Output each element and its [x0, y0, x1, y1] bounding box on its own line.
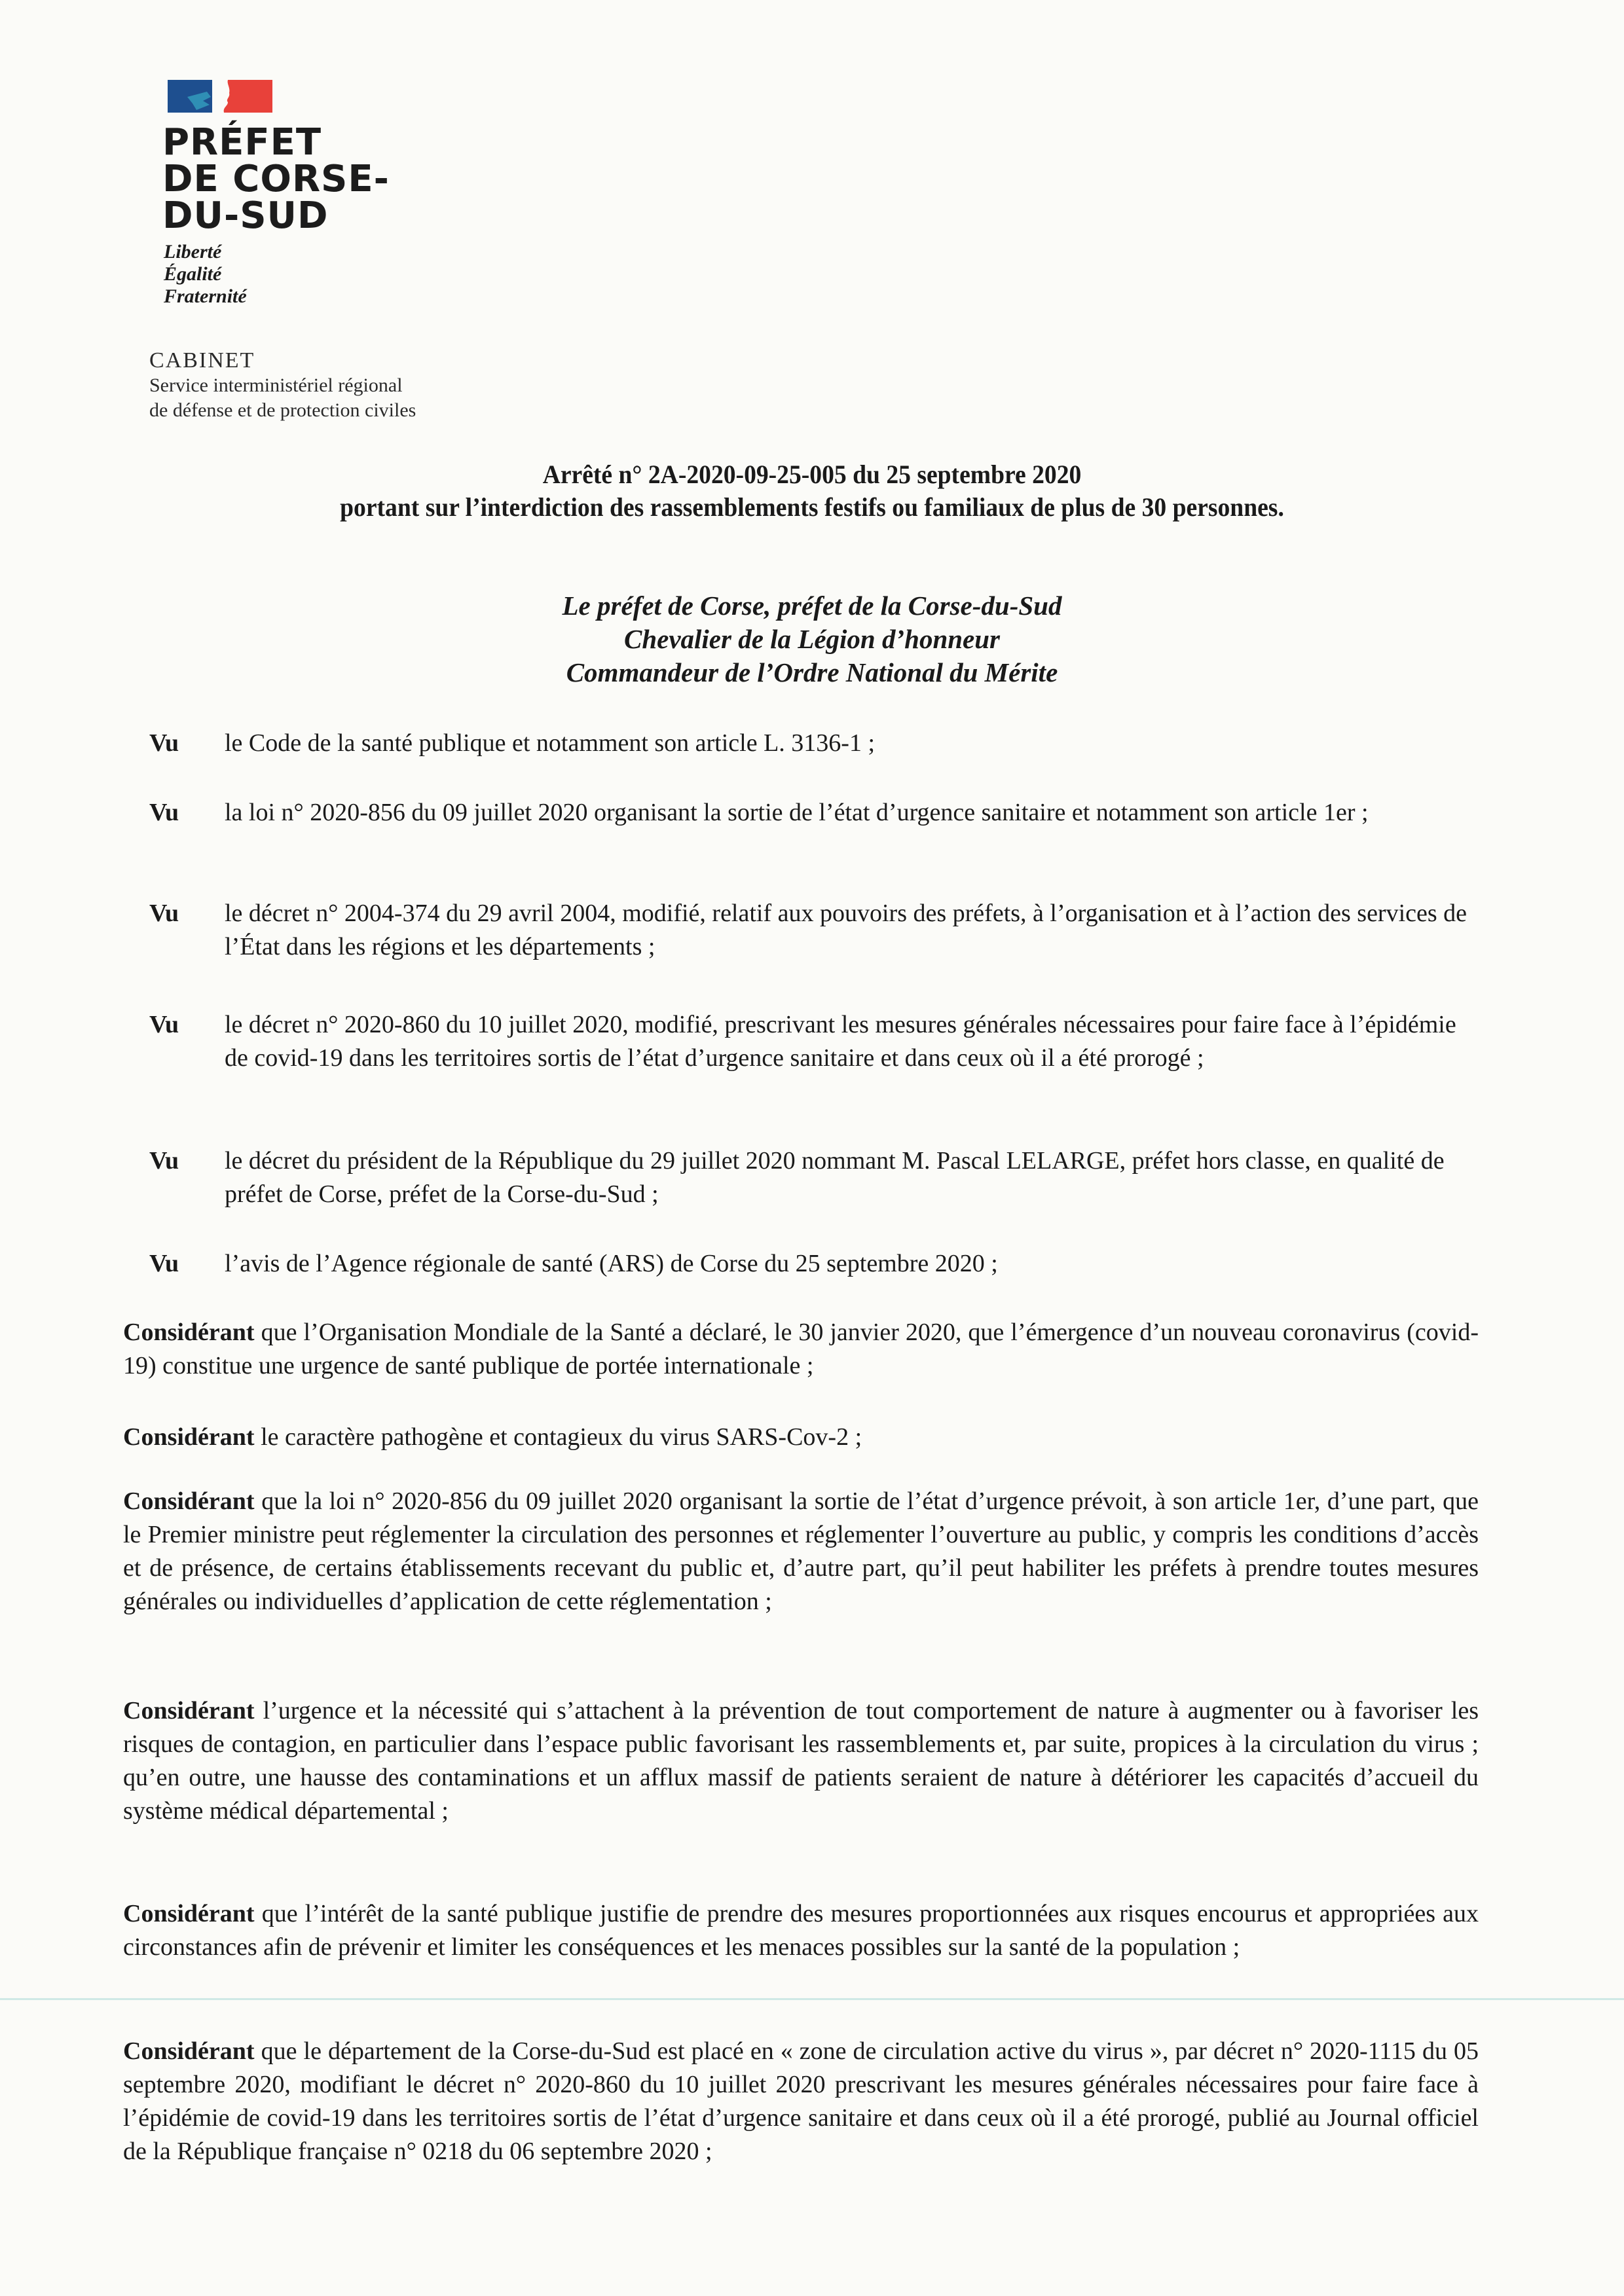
decree-subject: portant sur l’interdiction des rassemblements festifs ou familiaux de plus de 30 personnes. — [340, 492, 1284, 522]
brand-line: DU-SUD — [162, 194, 329, 237]
vu-label: Vu — [149, 1147, 179, 1175]
considerant-text: le caractère pathogène et contagieux du virus SARS-Cov-2 ; — [261, 1423, 862, 1451]
vu-clause — [149, 1247, 1479, 1281]
vu-text: le décret du président de la République du 29 juillet 2020 nommant M. Pascal LELARGE, préfet hors classe, en qualité de préfet de Corse, préfet de la Corse-du-Sud ; — [225, 1147, 1445, 1208]
logo-red-block — [224, 80, 272, 113]
decree-number: Arrêté n° 2A-2020-09-25-005 du 25 septembre 2020 — [542, 460, 1082, 489]
considerant-text: l’urgence et la nécessité qui s’attachent à la prévention de tout comportement de nature à augmenter ou à favoriser les risques de contagion, en particulier dans l’espace public favorisant les rassemblements et, par suite, propices à la circulation du virus ; qu’en outre, une hausse des contaminations et un afflux massif de patients seraient de nature à détériorer les capacités d’accueil du système médical départemental ; — [123, 1697, 1479, 1825]
considerant-clause — [123, 1897, 1479, 1964]
signer-line: Le préfet de Corse, préfet de la Corse-du-Sud — [562, 591, 1062, 621]
considerant-clause — [123, 2035, 1479, 2168]
considerant-label: Considérant — [123, 1319, 255, 1346]
signer-line: Chevalier de la Légion d’honneur — [623, 624, 1001, 654]
motto-line: Liberté — [164, 241, 222, 263]
vu-clause — [149, 897, 1479, 964]
vu-text: le décret n° 2004-374 du 29 avril 2004, modifié, relatif aux pouvoirs des préfets, à l’organisation et à l’action des services de l’État dans les régions et les départements ; — [225, 900, 1467, 960]
considerant-text: que l’Organisation Mondiale de la Santé a déclaré, le 30 janvier 2020, que l’émergence d’un nouveau coronavirus (covid-19) constitue une urgence de santé publique de portée internationale ; — [123, 1319, 1479, 1379]
considerant-label: Considérant — [123, 2037, 255, 2065]
motto-line: Égalité — [164, 263, 222, 285]
signer-block — [0, 589, 1624, 689]
republic-motto — [164, 241, 247, 308]
considerant-text: que le département de la Corse-du-Sud est placé en « zone de circulation active du virus », par décret n° 2020-1115 du 05 septembre 2020, modifiant le décret n° 2020-860 du 10 juillet 2020 prescrivant les mesures générales nécessaires pour faire face à l’épidémie de covid-19 dans les territoires sortis de l’état d’urgence sanitaire et dans ceux où il a été prorogé, publié au Journal officiel de la République française n° 0218 du 06 septembre 2020 ; — [123, 2037, 1479, 2165]
vu-label: Vu — [149, 1250, 179, 1277]
vu-clause — [149, 1144, 1479, 1211]
issuing-service — [149, 348, 416, 423]
motto-line: Fraternité — [164, 285, 247, 307]
considerant-clause — [123, 1485, 1479, 1618]
vu-text: le décret n° 2020-860 du 10 juillet 2020, modifié, prescrivant les mesures générales nécessaires pour faire face à l’épidémie de covid-19 dans les territoires sortis de l’état d’urgence sanitaire et dans ceux où il a été prorogé ; — [225, 1011, 1456, 1072]
vu-clause — [149, 727, 1479, 760]
vu-label: Vu — [149, 729, 179, 757]
vu-clause — [149, 1008, 1479, 1075]
vu-label: Vu — [149, 1011, 179, 1038]
vu-label: Vu — [149, 799, 179, 826]
prefecture-brand — [162, 121, 390, 237]
service-line: Service interministériel régional — [149, 374, 403, 396]
considerant-text: que la loi n° 2020-856 du 09 juillet 2020 organisant la sortie de l’état d’urgence prévoit, à son article 1er, d’une part, que le Premier ministre peut réglementer la circulation des personnes et réglementer l’ouverture au public, y compris les conditions d’accès et de présence, de certains établissements recevant du public et, d’autre part, qu’il peut habiliter les préfets à prendre toutes mesures générales ou individuelles d’application de cette réglementation ; — [123, 1487, 1479, 1615]
vu-text: l’avis de l’Agence régionale de santé (ARS) de Corse du 25 septembre 2020 ; — [225, 1250, 998, 1277]
marianne-logo — [168, 77, 272, 114]
brand-line: DE CORSE- — [162, 158, 390, 200]
scan-divider-line — [0, 1998, 1624, 2000]
considerant-clause — [123, 1421, 1479, 1454]
vu-text: la loi n° 2020-856 du 09 juillet 2020 organisant la sortie de l’état d’urgence sanitaire et notamment son article 1er ; — [225, 799, 1369, 826]
considerant-label: Considérant — [123, 1697, 255, 1724]
considerant-label: Considérant — [123, 1900, 255, 1927]
vu-label: Vu — [149, 900, 179, 927]
considerant-label: Considérant — [123, 1423, 255, 1451]
signer-line: Commandeur de l’Ordre National du Mérite — [566, 657, 1058, 687]
service-line: de défense et de protection civiles — [149, 399, 416, 421]
vu-clause — [149, 796, 1479, 829]
considerant-clause — [123, 1694, 1479, 1828]
cabinet-label: CABINET — [149, 348, 255, 373]
considerant-clause — [123, 1316, 1479, 1383]
considerant-text: que l’intérêt de la santé publique justifie de prendre des mesures proportionnées aux risques encourus et appropriées aux circonstances afin de prévenir et limiter les conséquences et les menaces possibles sur la santé de la population ; — [123, 1900, 1479, 1961]
vu-text: le Code de la santé publique et notamment son article L. 3136-1 ; — [225, 729, 876, 757]
decree-title — [48, 458, 1575, 524]
brand-line: PRÉFET — [162, 121, 322, 164]
considerant-label: Considérant — [123, 1487, 255, 1515]
